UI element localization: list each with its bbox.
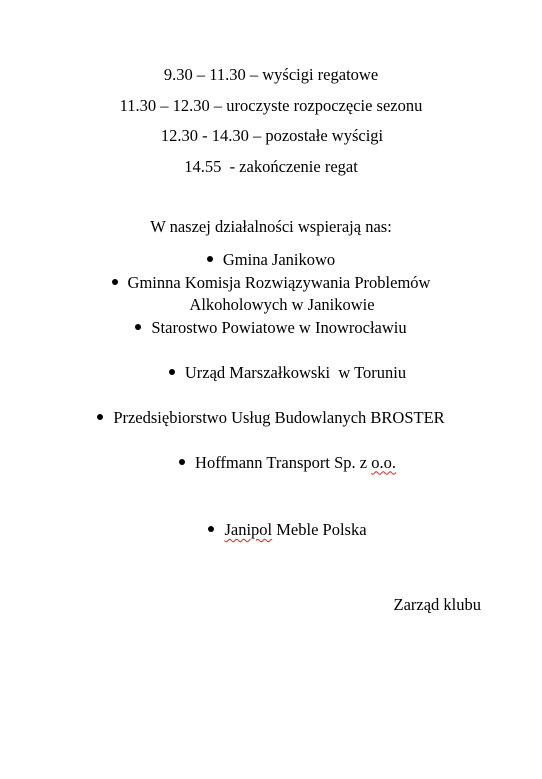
sponsor-item [0,407,542,430]
bullet-icon [112,279,118,285]
bullet-icon [208,526,214,532]
sponsor-name: Meble Polska [272,520,367,539]
spellcheck-flagged-word[interactable]: Janipol [224,520,273,539]
sponsor-item [0,339,542,407]
sponsor-item [0,249,542,272]
bullet-icon [207,256,213,262]
bullet-icon [97,414,103,420]
sponsor-name: Hoffmann Transport Sp. z [195,452,372,472]
sponsor-name: Przedsiębiorstwo Usług Budowlanych BROSTER [113,407,445,427]
sponsor-name: Gminna Komisja Rozwiązywania Problemów [127,272,431,292]
support-heading: W naszej działalności wspierają nas: [150,217,392,236]
sponsor-name: Starostwo Powiatowe w Inowrocławiu [151,317,407,337]
sponsor-name: Urząd Marszałkowski w Toruniu [184,362,407,382]
sponsor-list [0,249,542,564]
schedule-item: 14.55 - zakończenie regat [184,156,358,176]
schedule-list [0,64,542,186]
sponsor-item [0,429,542,497]
sponsor-name-continuation: Alkoholowych w Janikowie [189,295,375,314]
bullet-icon [179,459,185,465]
sponsor-item [0,497,542,565]
spellcheck-flagged-word[interactable]: o.o. [371,452,396,472]
bullet-icon [169,369,175,375]
sponsor-name: Gmina Janikowo [222,250,336,269]
signature: Zarząd klubu [393,595,481,614]
schedule-item: 11.30 – 12.30 – uroczyste rozpoczęcie sezonu [119,95,423,115]
schedule-item: 9.30 – 11.30 – wyścigi regatowe [163,65,379,84]
schedule-item: 12.30 - 14.30 – pozostałe wyścigi [160,126,384,145]
sponsor-item [0,317,542,340]
sponsor-item [0,272,542,317]
bullet-icon [135,324,141,330]
